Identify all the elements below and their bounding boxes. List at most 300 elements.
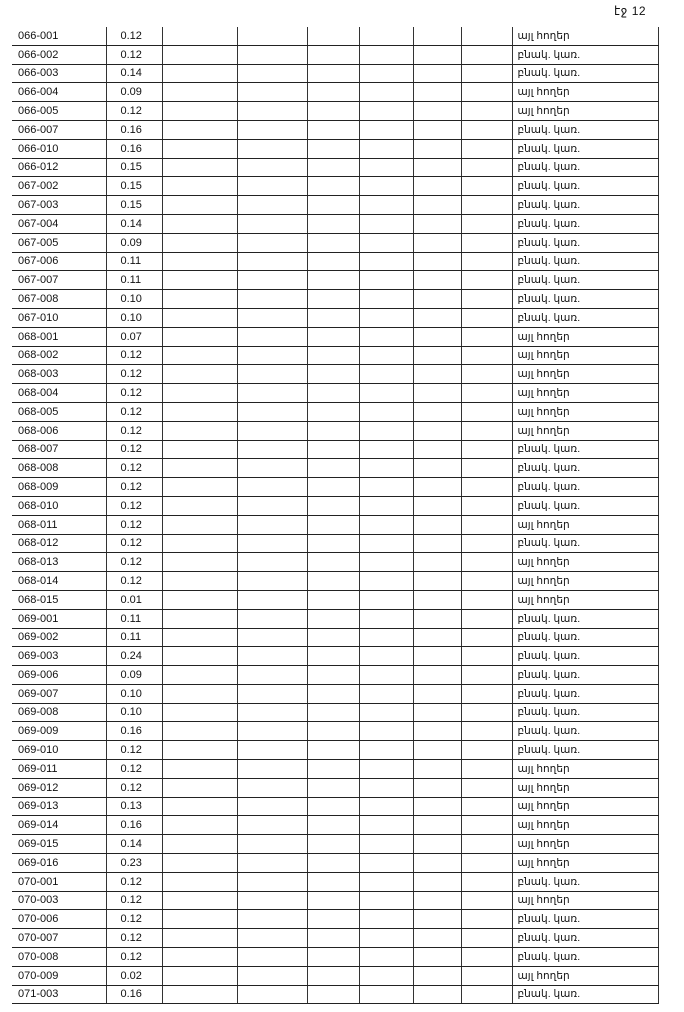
- land-type-cell: այլ հողեր: [512, 402, 658, 421]
- area-cell: 0.16: [106, 120, 162, 139]
- land-type-cell: բնակ. կառ.: [512, 948, 658, 967]
- empty-cell: [307, 139, 359, 158]
- table-row: [12, 722, 658, 741]
- parcel-code-cell: 069-013: [12, 797, 106, 816]
- empty-cell: [162, 816, 237, 835]
- land-type-cell: այլ հողեր: [512, 778, 658, 797]
- empty-cell: [307, 196, 359, 215]
- area-cell: 0.12: [106, 553, 162, 572]
- area-cell: 0.12: [106, 891, 162, 910]
- empty-cell: [359, 177, 413, 196]
- empty-cell: [237, 966, 307, 985]
- empty-cell: [307, 534, 359, 553]
- land-type-cell: բնակ. կառ.: [512, 666, 658, 685]
- land-type-cell: բնակ. կառ.: [512, 703, 658, 722]
- land-type-cell: բնակ. կառ.: [512, 929, 658, 948]
- empty-cell: [413, 327, 461, 346]
- empty-cell: [413, 478, 461, 497]
- parcel-code-cell: 068-011: [12, 515, 106, 534]
- empty-cell: [162, 684, 237, 703]
- empty-cell: [461, 177, 512, 196]
- land-type-cell: բնակ. կառ.: [512, 214, 658, 233]
- empty-cell: [307, 402, 359, 421]
- empty-cell: [359, 966, 413, 985]
- area-cell: 0.15: [106, 196, 162, 215]
- empty-cell: [413, 290, 461, 309]
- empty-cell: [413, 177, 461, 196]
- parcel-code-cell: 071-003: [12, 985, 106, 1004]
- empty-cell: [461, 647, 512, 666]
- table-row: [12, 120, 658, 139]
- table-row: [12, 102, 658, 121]
- empty-cell: [359, 27, 413, 45]
- empty-cell: [461, 609, 512, 628]
- empty-cell: [413, 83, 461, 102]
- empty-cell: [461, 760, 512, 779]
- empty-cell: [359, 609, 413, 628]
- parcel-code-cell: 068-009: [12, 478, 106, 497]
- empty-cell: [237, 684, 307, 703]
- empty-cell: [237, 290, 307, 309]
- empty-cell: [237, 233, 307, 252]
- empty-cell: [307, 722, 359, 741]
- empty-cell: [162, 929, 237, 948]
- area-cell: 0.12: [106, 459, 162, 478]
- empty-cell: [162, 365, 237, 384]
- table-row: [12, 534, 658, 553]
- land-type-cell: բնակ. կառ.: [512, 233, 658, 252]
- land-type-cell: այլ հողեր: [512, 384, 658, 403]
- empty-cell: [461, 214, 512, 233]
- empty-cell: [359, 64, 413, 83]
- empty-cell: [461, 196, 512, 215]
- table-row: [12, 327, 658, 346]
- empty-cell: [461, 158, 512, 177]
- table-row: [12, 966, 658, 985]
- area-cell: 0.12: [106, 948, 162, 967]
- parcel-code-cell: 068-015: [12, 590, 106, 609]
- land-type-cell: բնակ. կառ.: [512, 308, 658, 327]
- empty-cell: [237, 666, 307, 685]
- parcel-code-cell: 068-002: [12, 346, 106, 365]
- empty-cell: [162, 459, 237, 478]
- empty-cell: [162, 628, 237, 647]
- empty-cell: [237, 27, 307, 45]
- table-row: [12, 459, 658, 478]
- empty-cell: [359, 835, 413, 854]
- parcel-code-cell: 069-012: [12, 778, 106, 797]
- table-row: [12, 703, 658, 722]
- empty-cell: [162, 760, 237, 779]
- area-cell: 0.09: [106, 233, 162, 252]
- empty-cell: [237, 515, 307, 534]
- table-row: [12, 27, 658, 45]
- land-type-cell: բնակ. կառ.: [512, 910, 658, 929]
- area-cell: 0.23: [106, 854, 162, 873]
- parcel-code-cell: 067-007: [12, 271, 106, 290]
- empty-cell: [307, 365, 359, 384]
- empty-cell: [307, 158, 359, 177]
- empty-cell: [162, 778, 237, 797]
- parcel-code-cell: 067-003: [12, 196, 106, 215]
- empty-cell: [461, 628, 512, 647]
- empty-cell: [461, 384, 512, 403]
- empty-cell: [359, 384, 413, 403]
- empty-cell: [237, 741, 307, 760]
- empty-cell: [162, 64, 237, 83]
- empty-cell: [162, 252, 237, 271]
- empty-cell: [359, 948, 413, 967]
- land-type-cell: բնակ. կառ.: [512, 684, 658, 703]
- table-row: [12, 872, 658, 891]
- area-cell: 0.11: [106, 252, 162, 271]
- empty-cell: [307, 515, 359, 534]
- empty-cell: [413, 45, 461, 64]
- empty-cell: [359, 365, 413, 384]
- empty-cell: [359, 929, 413, 948]
- parcel-code-cell: 068-003: [12, 365, 106, 384]
- empty-cell: [307, 948, 359, 967]
- empty-cell: [461, 233, 512, 252]
- empty-cell: [413, 553, 461, 572]
- empty-cell: [359, 327, 413, 346]
- empty-cell: [307, 83, 359, 102]
- parcel-code-cell: 068-013: [12, 553, 106, 572]
- table-row: [12, 590, 658, 609]
- table-row: [12, 440, 658, 459]
- empty-cell: [359, 214, 413, 233]
- empty-cell: [359, 797, 413, 816]
- empty-cell: [359, 102, 413, 121]
- empty-cell: [237, 534, 307, 553]
- parcel-code-cell: 068-008: [12, 459, 106, 478]
- empty-cell: [413, 139, 461, 158]
- empty-cell: [307, 327, 359, 346]
- empty-cell: [461, 83, 512, 102]
- empty-cell: [413, 891, 461, 910]
- empty-cell: [461, 985, 512, 1004]
- parcel-code-cell: 067-002: [12, 177, 106, 196]
- empty-cell: [461, 590, 512, 609]
- parcel-code-cell: 067-005: [12, 233, 106, 252]
- empty-cell: [461, 797, 512, 816]
- parcel-code-cell: 068-014: [12, 572, 106, 591]
- empty-cell: [461, 722, 512, 741]
- empty-cell: [359, 252, 413, 271]
- parcel-code-cell: 066-012: [12, 158, 106, 177]
- page-number: էջ 12: [614, 4, 647, 18]
- parcel-code-cell: 070-008: [12, 948, 106, 967]
- empty-cell: [461, 854, 512, 873]
- land-type-cell: բնակ. կառ.: [512, 440, 658, 459]
- empty-cell: [307, 308, 359, 327]
- empty-cell: [307, 290, 359, 309]
- area-cell: 0.12: [106, 421, 162, 440]
- empty-cell: [461, 252, 512, 271]
- empty-cell: [307, 64, 359, 83]
- land-type-cell: այլ հողեր: [512, 854, 658, 873]
- empty-cell: [162, 27, 237, 45]
- area-cell: 0.16: [106, 139, 162, 158]
- table-row: [12, 83, 658, 102]
- empty-cell: [237, 120, 307, 139]
- empty-cell: [307, 797, 359, 816]
- land-type-cell: այլ հողեր: [512, 421, 658, 440]
- empty-cell: [307, 741, 359, 760]
- empty-cell: [162, 346, 237, 365]
- empty-cell: [307, 985, 359, 1004]
- empty-cell: [413, 816, 461, 835]
- empty-cell: [359, 271, 413, 290]
- empty-cell: [162, 590, 237, 609]
- empty-cell: [162, 872, 237, 891]
- empty-cell: [359, 346, 413, 365]
- table-row: [12, 233, 658, 252]
- empty-cell: [237, 703, 307, 722]
- parcel-code-cell: 069-003: [12, 647, 106, 666]
- empty-cell: [413, 778, 461, 797]
- parcel-code-cell: 066-004: [12, 83, 106, 102]
- empty-cell: [237, 797, 307, 816]
- table-row: [12, 139, 658, 158]
- empty-cell: [359, 402, 413, 421]
- table-row: [12, 421, 658, 440]
- table-row: [12, 948, 658, 967]
- empty-cell: [307, 459, 359, 478]
- empty-cell: [237, 384, 307, 403]
- area-cell: 0.10: [106, 703, 162, 722]
- empty-cell: [461, 891, 512, 910]
- area-cell: 0.07: [106, 327, 162, 346]
- parcel-code-cell: 066-001: [12, 27, 106, 45]
- empty-cell: [162, 666, 237, 685]
- empty-cell: [237, 252, 307, 271]
- empty-cell: [307, 120, 359, 139]
- parcel-code-cell: 066-003: [12, 64, 106, 83]
- empty-cell: [461, 929, 512, 948]
- empty-cell: [237, 402, 307, 421]
- area-cell: 0.12: [106, 778, 162, 797]
- empty-cell: [461, 684, 512, 703]
- table-row: [12, 572, 658, 591]
- empty-cell: [307, 910, 359, 929]
- land-type-cell: բնակ. կառ.: [512, 628, 658, 647]
- empty-cell: [307, 628, 359, 647]
- land-type-cell: բնակ. կառ.: [512, 478, 658, 497]
- area-cell: 0.16: [106, 722, 162, 741]
- table-row: [12, 515, 658, 534]
- empty-cell: [162, 515, 237, 534]
- area-cell: 0.12: [106, 384, 162, 403]
- empty-cell: [461, 703, 512, 722]
- empty-cell: [237, 64, 307, 83]
- area-cell: 0.12: [106, 741, 162, 760]
- empty-cell: [162, 271, 237, 290]
- land-type-cell: այլ հողեր: [512, 797, 658, 816]
- empty-cell: [359, 572, 413, 591]
- area-cell: 0.12: [106, 929, 162, 948]
- empty-cell: [307, 102, 359, 121]
- land-type-cell: բնակ. կառ.: [512, 534, 658, 553]
- parcel-code-cell: 069-016: [12, 854, 106, 873]
- land-type-cell: բնակ. կառ.: [512, 177, 658, 196]
- area-cell: 0.15: [106, 177, 162, 196]
- empty-cell: [307, 609, 359, 628]
- area-cell: 0.10: [106, 684, 162, 703]
- table-row: [12, 271, 658, 290]
- parcel-code-cell: 068-004: [12, 384, 106, 403]
- area-cell: 0.12: [106, 572, 162, 591]
- empty-cell: [237, 308, 307, 327]
- parcel-code-cell: 068-005: [12, 402, 106, 421]
- parcel-code-cell: 069-002: [12, 628, 106, 647]
- empty-cell: [359, 534, 413, 553]
- land-type-cell: բնակ. կառ.: [512, 496, 658, 515]
- land-type-cell: այլ հողեր: [512, 365, 658, 384]
- empty-cell: [461, 440, 512, 459]
- table-row: [12, 45, 658, 64]
- empty-cell: [162, 553, 237, 572]
- empty-cell: [237, 83, 307, 102]
- empty-cell: [461, 459, 512, 478]
- area-cell: 0.16: [106, 985, 162, 1004]
- empty-cell: [162, 233, 237, 252]
- empty-cell: [461, 139, 512, 158]
- area-cell: 0.12: [106, 365, 162, 384]
- empty-cell: [359, 666, 413, 685]
- table-row: [12, 252, 658, 271]
- empty-cell: [413, 722, 461, 741]
- table-row: [12, 402, 658, 421]
- empty-cell: [237, 271, 307, 290]
- table-row: [12, 308, 658, 327]
- empty-cell: [413, 271, 461, 290]
- empty-cell: [359, 120, 413, 139]
- land-type-cell: բնակ. կառ.: [512, 722, 658, 741]
- empty-cell: [307, 778, 359, 797]
- empty-cell: [413, 496, 461, 515]
- empty-cell: [461, 515, 512, 534]
- table-row: [12, 384, 658, 403]
- empty-cell: [413, 27, 461, 45]
- empty-cell: [237, 196, 307, 215]
- empty-cell: [359, 83, 413, 102]
- empty-cell: [461, 102, 512, 121]
- parcel-code-cell: 067-006: [12, 252, 106, 271]
- empty-cell: [461, 948, 512, 967]
- table-row: [12, 365, 658, 384]
- land-type-cell: այլ հողեր: [512, 590, 658, 609]
- table-row: [12, 929, 658, 948]
- empty-cell: [413, 196, 461, 215]
- empty-cell: [162, 402, 237, 421]
- empty-cell: [237, 45, 307, 64]
- empty-cell: [413, 346, 461, 365]
- table-row: [12, 816, 658, 835]
- land-type-cell: այլ հողեր: [512, 102, 658, 121]
- empty-cell: [413, 158, 461, 177]
- empty-cell: [413, 402, 461, 421]
- empty-cell: [359, 496, 413, 515]
- empty-cell: [461, 534, 512, 553]
- empty-cell: [162, 139, 237, 158]
- empty-cell: [237, 214, 307, 233]
- empty-cell: [237, 177, 307, 196]
- area-cell: 0.16: [106, 816, 162, 835]
- empty-cell: [307, 666, 359, 685]
- land-type-cell: այլ հողեր: [512, 346, 658, 365]
- empty-cell: [359, 421, 413, 440]
- empty-cell: [461, 365, 512, 384]
- area-cell: 0.12: [106, 534, 162, 553]
- table-row: [12, 478, 658, 497]
- empty-cell: [359, 647, 413, 666]
- land-type-cell: բնակ. կառ.: [512, 271, 658, 290]
- empty-cell: [359, 741, 413, 760]
- parcel-code-cell: 066-010: [12, 139, 106, 158]
- empty-cell: [413, 421, 461, 440]
- empty-cell: [413, 572, 461, 591]
- land-type-cell: այլ հողեր: [512, 760, 658, 779]
- empty-cell: [413, 102, 461, 121]
- empty-cell: [413, 590, 461, 609]
- empty-cell: [461, 346, 512, 365]
- empty-cell: [237, 628, 307, 647]
- area-cell: 0.14: [106, 64, 162, 83]
- empty-cell: [307, 572, 359, 591]
- empty-cell: [413, 628, 461, 647]
- empty-cell: [461, 496, 512, 515]
- empty-cell: [413, 741, 461, 760]
- empty-cell: [359, 703, 413, 722]
- empty-cell: [359, 290, 413, 309]
- area-cell: 0.12: [106, 440, 162, 459]
- area-cell: 0.12: [106, 102, 162, 121]
- empty-cell: [162, 797, 237, 816]
- area-cell: 0.12: [106, 478, 162, 497]
- empty-cell: [162, 177, 237, 196]
- empty-cell: [359, 478, 413, 497]
- empty-cell: [359, 760, 413, 779]
- empty-cell: [461, 290, 512, 309]
- table-row: [12, 985, 658, 1004]
- empty-cell: [461, 835, 512, 854]
- area-cell: 0.12: [106, 496, 162, 515]
- empty-cell: [237, 421, 307, 440]
- empty-cell: [461, 553, 512, 572]
- empty-cell: [237, 872, 307, 891]
- parcel-code-cell: 070-001: [12, 872, 106, 891]
- land-type-cell: այլ հողեր: [512, 835, 658, 854]
- empty-cell: [307, 421, 359, 440]
- empty-cell: [461, 327, 512, 346]
- empty-cell: [162, 741, 237, 760]
- table-row: [12, 741, 658, 760]
- land-type-cell: բնակ. կառ.: [512, 196, 658, 215]
- area-cell: 0.02: [106, 966, 162, 985]
- table-row: [12, 854, 658, 873]
- empty-cell: [162, 83, 237, 102]
- table-row: [12, 177, 658, 196]
- empty-cell: [237, 496, 307, 515]
- empty-cell: [359, 196, 413, 215]
- empty-cell: [237, 778, 307, 797]
- parcel-code-cell: 069-008: [12, 703, 106, 722]
- land-type-cell: բնակ. կառ.: [512, 158, 658, 177]
- empty-cell: [307, 647, 359, 666]
- parcel-code-cell: 068-007: [12, 440, 106, 459]
- area-cell: 0.11: [106, 609, 162, 628]
